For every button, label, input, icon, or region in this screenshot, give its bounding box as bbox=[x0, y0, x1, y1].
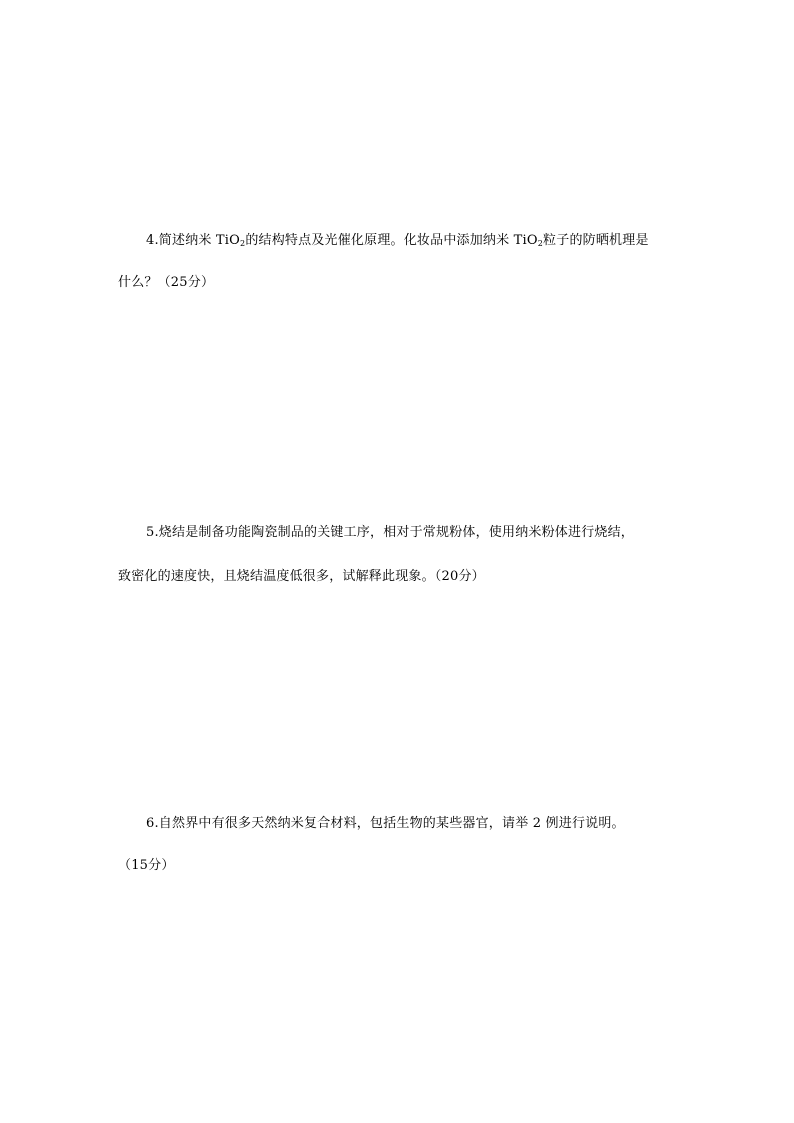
question-4-line-1 bbox=[146, 232, 649, 250]
question-4-text-b: 的结构特点及光催化原理。化妆品中添加纳米 TiO bbox=[245, 233, 538, 248]
question-6-line-1: 6.自然界中有很多天然纳米复合材料，包括生物的某些器官，请举 2 例进行说明。 bbox=[146, 816, 625, 831]
question-5-line-2: 致密化的速度快，且烧结温度低很多，试解释此现象。（20分） bbox=[118, 569, 485, 584]
tio2-subscript-2: 2 bbox=[537, 239, 544, 248]
question-4-text-c: 粒子的防晒机理是 bbox=[543, 233, 649, 248]
question-6-line-2: （15分） bbox=[118, 858, 175, 873]
tio2-subscript-1: 2 bbox=[240, 239, 246, 248]
question-4-line-2: 什么？（25分） bbox=[118, 275, 215, 290]
question-5-line-1: 5.烧结是制备功能陶瓷制品的关键工序，相对于常规粉体，使用纳米粉体进行烧结， bbox=[146, 525, 635, 540]
question-4-text-a: 4.简述纳米 TiO bbox=[146, 233, 241, 248]
